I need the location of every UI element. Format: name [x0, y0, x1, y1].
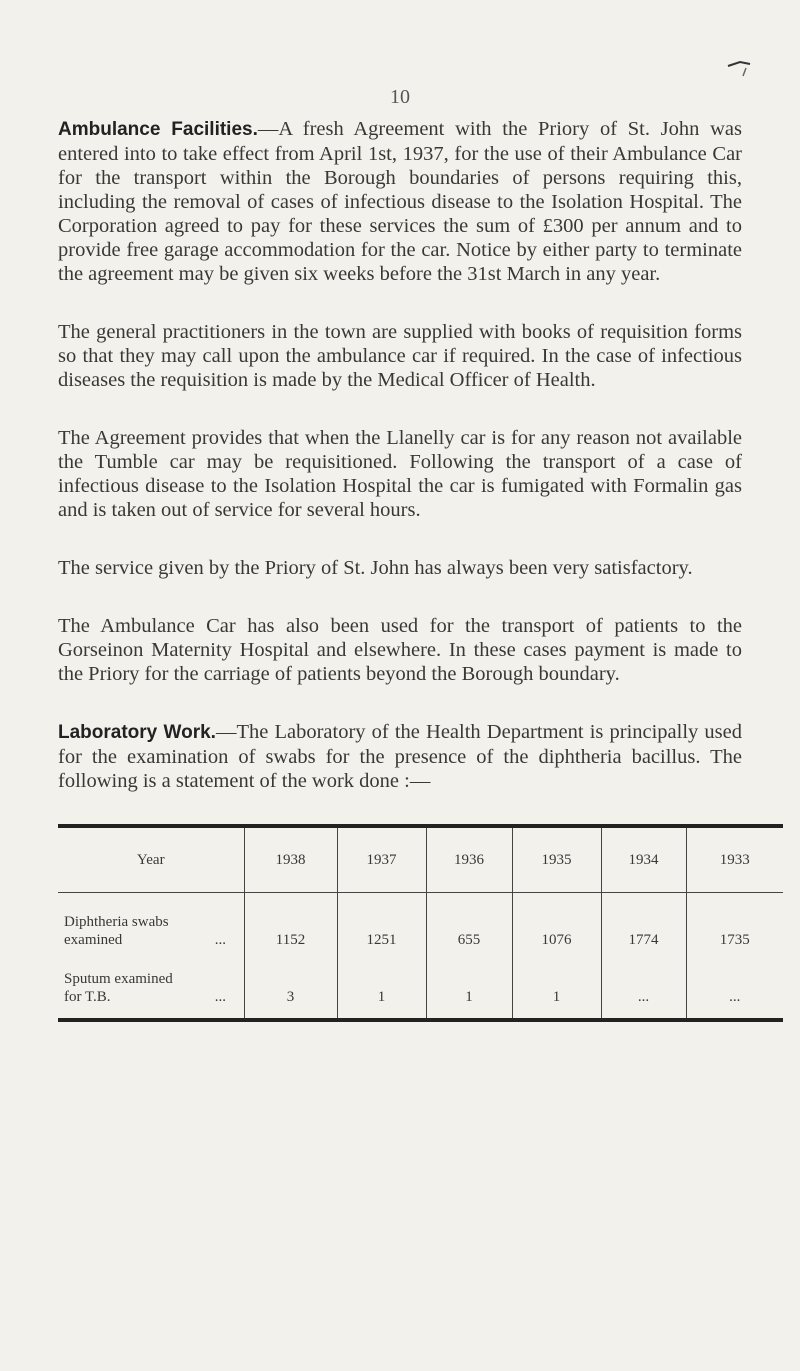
- table-row: [58, 950, 783, 1020]
- heading-ambulance-facilities: Ambulance Facilities.: [58, 119, 258, 140]
- paragraph-text: The Agreement provides that when the Llanelly car is for any reason not available the Tumble car may be requisitioned. Following the transport of a case of infectious disease to the Isolation Hospital the car is fumigated with Formalin gas and is taken out of service for several hours.: [58, 427, 742, 521]
- header-year-1936: 1936: [426, 826, 512, 893]
- paragraph-requisition-forms: [58, 320, 742, 392]
- table-cell: 655: [426, 893, 512, 951]
- leader-dots: ...: [214, 932, 226, 948]
- row-label-diphtheria: [58, 893, 244, 951]
- row-label-line: Sputum examined: [64, 971, 173, 987]
- laboratory-statistics-table-wrapper: [58, 824, 783, 1022]
- corner-mark-icon: [726, 58, 752, 84]
- paragraph-text: The Ambulance Car has also been used for the transport of patients to the Gorseinon Maternity Hospital and elsewhere. In these cases payment is made to the Priory for the carriage of patients beyond the Borough boundary.: [58, 615, 742, 685]
- paragraph-text: —The Laboratory of the Health Department is principally used for the examination of swabs for the presence of the diphtheria bacillus. The following is a statement of the work done :—: [58, 721, 742, 792]
- paragraph-text: The service given by the Priory of St. John has always been very satisfactory.: [58, 557, 693, 579]
- table-cell: ...: [601, 950, 686, 1020]
- paragraph-priory-service: [58, 556, 742, 580]
- header-year-1938: 1938: [244, 826, 337, 893]
- table-cell: 1: [337, 950, 426, 1020]
- table-cell: ...: [686, 950, 783, 1020]
- table-cell: 1: [512, 950, 601, 1020]
- paragraph-text: —A fresh Agreement with the Priory of St. John was entered into to take effect from April 1st, 1937, for the use of their Ambulance Car for the transport within the Borough boundaries of persons requiring this, including the removal of cases of infectious disease to the Isolation Hospital. The Corporation agreed to pay for these services the sum of £300 per annum and to provide free garage accommodation for the car. Notice by either party to terminate the agreement may be given six weeks before the 31st March in any year.: [58, 118, 742, 285]
- table-cell: 3: [244, 950, 337, 1020]
- table-cell: 1774: [601, 893, 686, 951]
- paragraph-ambulance-facilities: [58, 117, 742, 286]
- table-cell: 1076: [512, 893, 601, 951]
- row-label-line: examined: [64, 932, 123, 948]
- leader-dots: ...: [214, 989, 226, 1005]
- paragraph-text: The general practitioners in the town are supplied with books of requisition forms so that they may call upon the ambulance car if required. In the case of infectious diseases the requisition is made by the Medical Officer of Health.: [58, 321, 742, 391]
- paragraph-gorseinon: [58, 614, 742, 686]
- paragraph-llanelly-car: [58, 426, 742, 522]
- table-row: [58, 893, 783, 951]
- table-header-row: [58, 826, 783, 893]
- header-year-1935: 1935: [512, 826, 601, 893]
- row-label-sputum: [58, 950, 244, 1020]
- row-label-line: Diphtheria swabs: [64, 914, 169, 930]
- table-cell: 1152: [244, 893, 337, 951]
- laboratory-statistics-table: [58, 824, 783, 1022]
- table-cell: 1: [426, 950, 512, 1020]
- header-year-1933: 1933: [686, 826, 783, 893]
- header-year: Year: [58, 826, 244, 893]
- heading-laboratory-work: Laboratory Work.: [58, 722, 216, 743]
- table-cell: 1251: [337, 893, 426, 951]
- paragraph-laboratory-work: [58, 720, 742, 793]
- table-cell: 1735: [686, 893, 783, 951]
- document-body: [58, 117, 742, 793]
- header-year-1937: 1937: [337, 826, 426, 893]
- page-number: 10: [390, 86, 410, 108]
- row-label-line: for T.B.: [64, 989, 111, 1005]
- header-year-1934: 1934: [601, 826, 686, 893]
